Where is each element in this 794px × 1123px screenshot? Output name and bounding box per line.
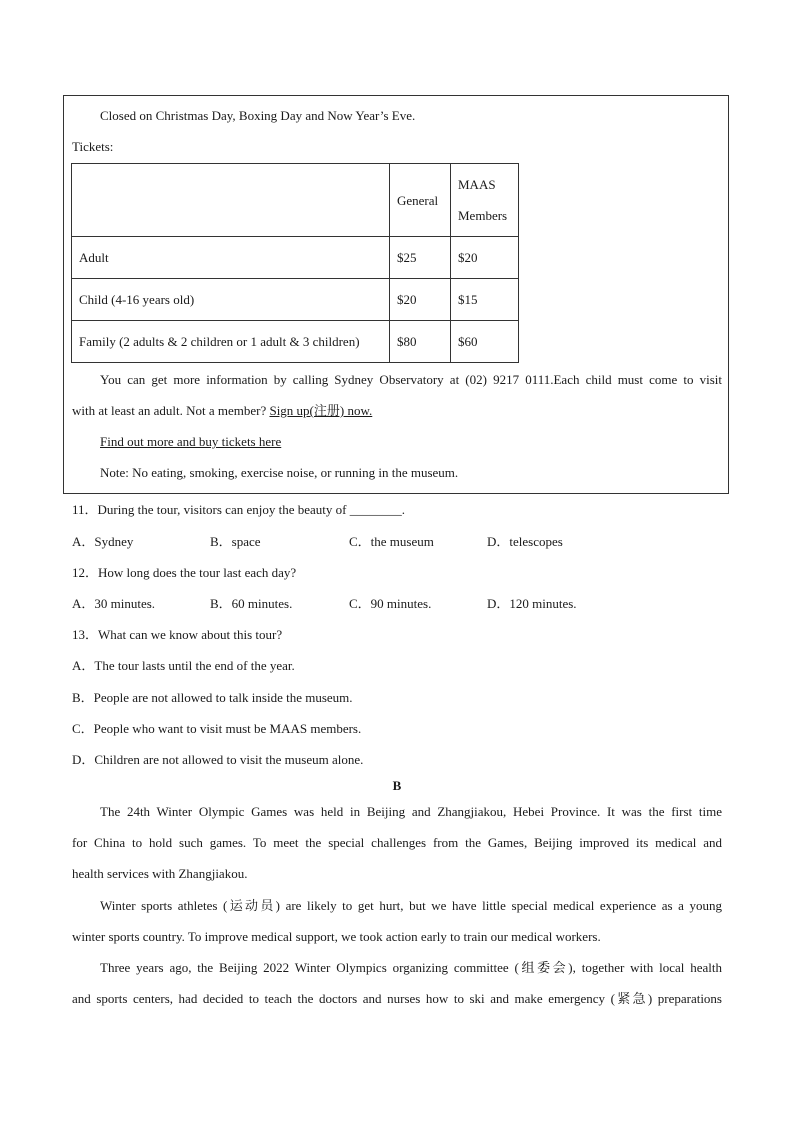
find-out-more-link[interactable]: Find out more and buy tickets here: [100, 434, 282, 449]
member-question: with at least an adult. Not a member?: [72, 403, 270, 418]
question-11-stem: 11．During the tour, visitors can enjoy the beauty of ________.: [72, 502, 405, 517]
info-text-line-2: [72, 403, 372, 419]
table-row: [72, 321, 519, 363]
closed-days-text: Closed on Christmas Day, Boxing Day and Now Year’s Eve.: [100, 108, 416, 123]
question-13-option-a: A．The tour lasts until the end of the year.: [72, 658, 295, 673]
price-general: $25: [390, 237, 451, 279]
passage-line: and sports centers, had decided to teach the doctors and nurses how to ski and make emergency (紧急) preparations: [72, 991, 722, 1006]
header-members: Members: [458, 208, 508, 223]
table-header-general: General: [390, 164, 451, 237]
price-members: $60: [451, 321, 519, 363]
passage-b-heading: B: [392, 778, 402, 793]
question-12-option-a: A．30 minutes.: [72, 596, 156, 611]
note-text: Note: No eating, smoking, exercise noise, or running in the museum.: [100, 465, 459, 480]
price-members: $15: [451, 279, 519, 321]
passage-line: Three years ago, the Beijing 2022 Winter Olympics organizing committee (组委会), together with local health: [100, 960, 722, 975]
price-members: $20: [451, 237, 519, 279]
price-general: $80: [390, 321, 451, 363]
passage-line: winter sports country. To improve medical support, we took action early to train our medical workers.: [72, 929, 601, 944]
ticket-type: Child (4-16 years old): [72, 279, 390, 321]
table-row: [72, 279, 519, 321]
question-11-option-d: D．telescopes: [487, 534, 563, 549]
question-11-option-a: A．Sydney: [72, 534, 134, 549]
question-12-option-b: B．60 minutes.: [210, 596, 293, 611]
info-text-line-1: You can get more information by calling Sydney Observatory at (02) 9217 0111.Each child must come to visit: [100, 372, 722, 387]
ticket-type: Adult: [72, 237, 390, 279]
question-13-option-c: C．People who want to visit must be MAAS members.: [72, 721, 362, 736]
question-13-option-d: D．Children are not allowed to visit the museum alone.: [72, 752, 364, 767]
table-header-cell: [72, 164, 390, 237]
table-header-members: [451, 164, 519, 237]
ticket-type: Family (2 adults & 2 children or 1 adult & 3 children): [72, 321, 390, 363]
passage-line: The 24th Winter Olympic Games was held in Beijing and Zhangjiakou, Hebei Province. It was the first time: [100, 804, 722, 819]
table-row: [72, 237, 519, 279]
question-12-stem: 12．How long does the tour last each day?: [72, 565, 297, 580]
passage-line: for China to hold such games. To meet the special challenges from the Games, Beijing improved its medical and: [72, 835, 722, 850]
question-12-option-d: D．120 minutes.: [487, 596, 577, 611]
tickets-label: Tickets:: [72, 139, 114, 154]
table-header-row: [72, 164, 519, 237]
passage-line: Winter sports athletes (运动员) are likely to get hurt, but we have little special medical experience as a young: [100, 898, 722, 913]
price-general: $20: [390, 279, 451, 321]
question-13-option-b: B．People are not allowed to talk inside the museum.: [72, 690, 353, 705]
sign-up-link[interactable]: Sign up(注册) now.: [269, 403, 373, 418]
question-11-option-b: B．space: [210, 534, 261, 549]
passage-line: health services with Zhangjiakou.: [72, 866, 248, 881]
question-13-stem: 13．What can we know about this tour?: [72, 627, 283, 642]
question-12-option-c: C．90 minutes.: [349, 596, 432, 611]
header-maas: MAAS: [458, 177, 496, 192]
tickets-table: [71, 163, 519, 363]
question-11-option-c: C．the museum: [349, 534, 434, 549]
